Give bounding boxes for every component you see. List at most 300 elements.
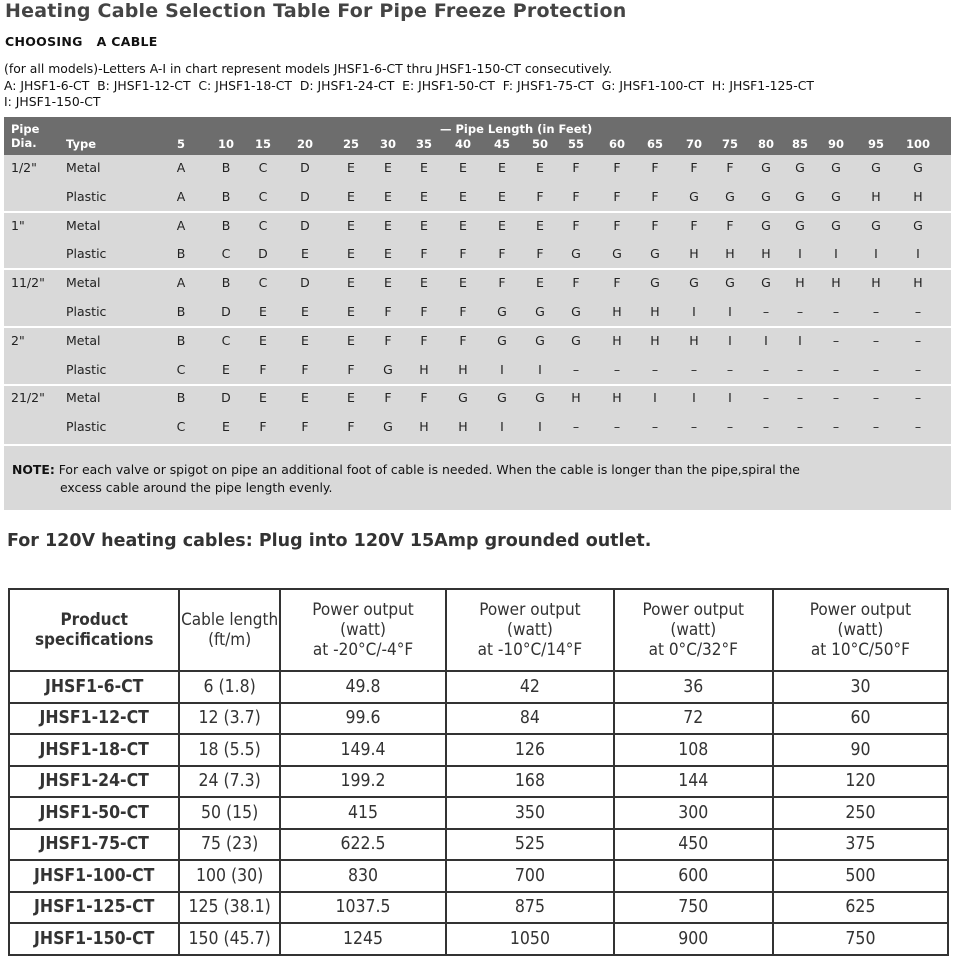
spec-value-cell: 120 [773, 766, 948, 798]
spec-value-cell: 144 [614, 766, 773, 798]
cable-letter-cell: E [459, 188, 467, 204]
header-length-col: 30 [379, 137, 396, 151]
cable-letter-cell: C [258, 217, 268, 233]
cable-letter-cell: G [831, 217, 841, 233]
cable-letter-cell: F [536, 188, 544, 204]
cable-letter-cell: E [347, 188, 355, 204]
spec-value-cell: 622.5 [280, 829, 446, 861]
cable-letter-cell: D [221, 390, 231, 406]
cable-letter-cell: G [650, 275, 660, 291]
cable-letter-cell: G [913, 217, 923, 233]
cable-letter-cell: C [258, 160, 268, 175]
cable-letter-cell: F [420, 332, 428, 348]
header-length-col: 90 [827, 137, 844, 151]
cable-letter-cell: C [176, 419, 186, 435]
spec-table [8, 588, 949, 956]
cable-letter-cell: I [764, 332, 768, 348]
spec-value-cell: 50 (15) [179, 797, 279, 829]
cable-letter-cell: E [259, 304, 267, 319]
cable-letter-cell: G [458, 390, 468, 406]
header-length-col: 45 [493, 137, 510, 151]
cable-letter-cell: – [914, 332, 922, 348]
cable-letter-cell: F [651, 160, 659, 175]
cable-letter-cell: E [384, 188, 392, 204]
cable-letter-cell: – [872, 419, 880, 435]
cable-letter-cell: F [384, 332, 392, 348]
spec-header-cell [614, 589, 773, 671]
cable-letter-cell: B [176, 390, 186, 406]
cable-letter-cell: H [650, 332, 660, 348]
cable-letter-cell: – [613, 419, 621, 435]
spec-value-cell: 830 [280, 860, 446, 892]
header-length-col: 10 [217, 137, 234, 151]
cable-letter-cell: E [347, 246, 355, 262]
product-name-cell: JHSF1-75-CT [9, 829, 179, 861]
product-name-cell: JHSF1-6-CT [9, 671, 179, 703]
note-label: NOTE: [12, 462, 55, 477]
header-length-label: — Pipe Length (in Feet) [440, 122, 593, 136]
pipe-type: Metal [66, 160, 101, 175]
cable-letter-cell: D [221, 304, 231, 319]
cable-letter-cell: I [916, 246, 920, 262]
cable-letter-cell: B [176, 246, 186, 262]
cable-letter-cell: – [872, 332, 880, 348]
cable-letter-cell: A [176, 275, 186, 291]
cable-letter-cell: – [832, 361, 840, 377]
spec-value-cell: 125 (38.1) [179, 892, 279, 924]
cable-letter-cell: C [221, 332, 231, 348]
cable-letter-cell: F [536, 246, 544, 262]
spec-header-line: (watt) [837, 620, 884, 640]
header-pipe-label: Pipe [11, 122, 40, 136]
cable-letter-cell: E [347, 275, 355, 291]
spec-value-cell: 126 [446, 734, 613, 766]
cable-letter-cell: G [535, 390, 545, 406]
cable-letter-cell: – [872, 304, 880, 319]
spec-value-cell: 72 [614, 703, 773, 735]
cable-letter-cell: F [347, 361, 355, 377]
spec-header-cell [446, 589, 613, 671]
cable-letter-cell: – [572, 361, 580, 377]
cable-letter-cell: – [914, 390, 922, 406]
cable-letter-cell: E [259, 390, 267, 406]
cable-letter-cell: G [795, 217, 805, 233]
spec-value-cell: 300 [614, 797, 773, 829]
cable-letter-cell: G [871, 160, 881, 175]
spec-header-cell [9, 589, 179, 671]
cable-letter-cell: – [796, 361, 804, 377]
cable-letter-cell: F [259, 361, 267, 377]
cable-letter-cell: – [914, 419, 922, 435]
cable-letter-cell: H [871, 188, 881, 204]
cable-letter-cell: F [384, 390, 392, 406]
spec-header-line: at 10°C/50°F [810, 640, 910, 660]
cable-letter-cell: – [914, 304, 922, 319]
cable-letter-cell: – [832, 419, 840, 435]
spec-header-line: Product [60, 610, 128, 630]
cable-letter-cell: H [650, 304, 660, 319]
cable-letter-cell: G [761, 217, 771, 233]
cable-letter-cell: – [914, 361, 922, 377]
spec-header-cell [179, 589, 279, 671]
table-row [9, 703, 948, 735]
cable-letter-cell: H [612, 332, 622, 348]
cable-letter-cell: G [497, 390, 507, 406]
spec-header-line: specifications [34, 630, 154, 650]
cable-letter-cell: D [300, 188, 310, 204]
cable-letter-cell: G [689, 188, 699, 204]
header-length-col: 55 [567, 137, 584, 151]
cable-letter-cell: G [383, 419, 393, 435]
cable-letter-cell: E [420, 188, 428, 204]
cable-letter-cell: E [498, 217, 506, 233]
cable-letter-cell: I [538, 419, 542, 435]
cable-letter-cell: – [613, 361, 621, 377]
cable-letter-cell: F [384, 304, 392, 319]
spec-value-cell: 90 [773, 734, 948, 766]
cable-letter-cell: G [795, 160, 805, 175]
cable-letter-cell: E [384, 160, 392, 175]
cable-letter-cell: F [498, 275, 506, 291]
cable-letter-cell: F [651, 188, 659, 204]
pipe-type: Metal [66, 275, 101, 291]
spec-header-cell [773, 589, 948, 671]
cable-letter-cell: B [221, 160, 231, 175]
cable-letter-cell: H [458, 361, 468, 377]
cable-letter-cell: F [301, 361, 309, 377]
cable-letter-cell: E [459, 275, 467, 291]
cable-letter-cell: – [726, 419, 734, 435]
spec-value-cell: 1037.5 [280, 892, 446, 924]
product-name-cell: JHSF1-24-CT [9, 766, 179, 798]
cable-letter-cell: D [300, 217, 310, 233]
cable-letter-cell: F [726, 217, 734, 233]
cable-letter-cell: E [347, 217, 355, 233]
spec-header-line: Power output [642, 600, 745, 620]
cable-letter-cell: H [871, 275, 881, 291]
spec-value-cell: 1050 [446, 923, 613, 955]
product-name-cell: JHSF1-125-CT [9, 892, 179, 924]
pipe-diameter: 1" [11, 217, 25, 233]
spec-value-cell: 149.4 [280, 734, 446, 766]
cable-letter-cell: F [613, 160, 621, 175]
product-name-cell: JHSF1-18-CT [9, 734, 179, 766]
cable-letter-cell: F [347, 419, 355, 435]
cable-letter-cell: G [535, 304, 545, 319]
cable-letter-cell: F [613, 275, 621, 291]
cable-letter-cell: F [613, 217, 621, 233]
cable-letter-cell: G [871, 217, 881, 233]
spec-header-line: Cable length [181, 610, 279, 630]
product-name-cell: JHSF1-12-CT [9, 703, 179, 735]
cable-letter-cell: H [612, 390, 622, 406]
cable-letter-cell: C [258, 275, 268, 291]
cable-letter-cell: F [420, 390, 428, 406]
cable-letter-cell: G [913, 160, 923, 175]
spec-header-line: at 0°C/32°F [648, 640, 738, 660]
cable-letter-cell: – [690, 361, 698, 377]
cable-letter-cell: – [651, 419, 659, 435]
cable-letter-cell: I [798, 332, 802, 348]
spec-header-line: (watt) [340, 620, 386, 640]
cable-letter-cell: I [728, 390, 732, 406]
cable-letter-cell: E [459, 160, 467, 175]
cable-letter-cell: F [420, 304, 428, 319]
header-length-col: 65 [646, 137, 663, 151]
cable-letter-cell: E [498, 188, 506, 204]
cable-letter-cell: G [497, 332, 507, 348]
product-name-cell: JHSF1-150-CT [9, 923, 179, 955]
cable-letter-cell: I [538, 361, 542, 377]
spec-header-line: at -20°C/-4°F [312, 640, 414, 660]
cable-letter-cell: I [692, 390, 696, 406]
cable-letter-cell: H [761, 246, 771, 262]
cable-letter-cell: G [497, 304, 507, 319]
spec-value-cell: 60 [773, 703, 948, 735]
cable-letter-cell: – [832, 332, 840, 348]
spec-value-cell: 375 [773, 829, 948, 861]
spec-header-line: at -10°C/14°F [477, 640, 583, 660]
cable-letter-cell: E [536, 217, 544, 233]
spec-header-line: Power output [809, 600, 912, 620]
pipe-type: Plastic [66, 304, 107, 319]
table-row [9, 892, 948, 924]
cable-letter-cell: I [728, 332, 732, 348]
spec-value-cell: 625 [773, 892, 948, 924]
cable-letter-cell: – [762, 390, 770, 406]
group-separator [4, 211, 951, 213]
spec-header-line: (ft/m) [208, 630, 252, 650]
pipe-diameter: 21/2" [11, 390, 45, 406]
spec-value-cell: 500 [773, 860, 948, 892]
spec-value-cell: 750 [773, 923, 948, 955]
cable-letter-cell: E [420, 275, 428, 291]
cable-letter-cell: G [795, 188, 805, 204]
cable-letter-cell: H [419, 419, 429, 435]
intro-line: A: JHSF1-6-CT B: JHSF1-12-CT C: JHSF1-18-CT D: JHSF1-24-CT E: JHSF1-50-CT F: JHSF1-75-CT G: JHSF1-100-CT H: JHSF1-125-CT [4, 77, 815, 93]
note-line-1: For each valve or spigot on pipe an additional foot of cable is needed. When the cable is longer than the pipe,spiral the [58, 462, 800, 477]
cable-letter-cell: E [222, 419, 230, 435]
cable-letter-cell: E [301, 304, 309, 319]
cable-letter-cell: B [176, 304, 186, 319]
cable-letter-cell: E [347, 304, 355, 319]
cable-letter-cell: E [536, 160, 544, 175]
table-row [9, 671, 948, 703]
cable-letter-cell: G [571, 246, 581, 262]
spec-value-cell: 99.6 [280, 703, 446, 735]
cable-letter-cell: E [347, 332, 355, 348]
cable-letter-cell: H [458, 419, 468, 435]
cable-letter-cell: C [258, 188, 268, 204]
header-length-col: 75 [721, 137, 738, 151]
cable-letter-cell: G [761, 275, 771, 291]
cable-letter-cell: G [761, 188, 771, 204]
cable-letter-cell: F [498, 246, 506, 262]
pipe-diameter: 1/2" [11, 160, 37, 175]
header-length-col: 25 [342, 137, 359, 151]
cable-letter-cell: E [420, 217, 428, 233]
cable-letter-cell: I [798, 246, 802, 262]
note-line-2: excess cable around the pipe length evenly. [60, 480, 333, 495]
spec-value-cell: 12 (3.7) [179, 703, 279, 735]
cable-letter-cell: E [498, 160, 506, 175]
cable-letter-cell: E [222, 361, 230, 377]
pipe-diameter: 2" [11, 332, 25, 348]
cable-letter-cell: I [500, 419, 504, 435]
spec-value-cell: 250 [773, 797, 948, 829]
cable-letter-cell: H [689, 332, 699, 348]
pipe-type: Plastic [66, 419, 107, 435]
cable-letter-cell: D [300, 275, 310, 291]
cable-letter-cell: F [572, 217, 580, 233]
cable-letter-cell: – [796, 419, 804, 435]
header-length-col: 70 [685, 137, 702, 151]
spec-value-cell: 700 [446, 860, 613, 892]
cable-letter-cell: – [726, 361, 734, 377]
cable-letter-cell: E [301, 246, 309, 262]
spec-header-cell [280, 589, 446, 671]
spec-value-cell: 199.2 [280, 766, 446, 798]
spec-header-line: (watt) [670, 620, 717, 640]
intro-line: (for all models)-Letters A-I in chart represent models JHSF1-6-CT thru JHSF1-150-CT consecutively. [4, 61, 613, 76]
cable-letter-cell: F [301, 419, 309, 435]
note-line [12, 479, 892, 497]
spec-value-cell: 168 [446, 766, 613, 798]
cable-letter-cell: I [728, 304, 732, 319]
cable-letter-cell: E [384, 246, 392, 262]
cable-letter-cell: B [221, 217, 231, 233]
product-name-cell: JHSF1-100-CT [9, 860, 179, 892]
spec-value-cell: 100 (30) [179, 860, 279, 892]
cable-letter-cell: E [301, 332, 309, 348]
spec-value-cell: 49.8 [280, 671, 446, 703]
table-row [9, 766, 948, 798]
pipe-type: Plastic [66, 361, 107, 377]
spec-header-line: Power output [479, 600, 581, 620]
header-length-col: 100 [905, 137, 930, 151]
section-subtitle: CHOOSING A CABLE [5, 34, 158, 49]
header-length-col: 5 [176, 137, 185, 151]
spec-value-cell: 1245 [280, 923, 446, 955]
cable-letter-cell: – [572, 419, 580, 435]
cable-letter-cell: G [612, 246, 622, 262]
cable-letter-cell: E [459, 217, 467, 233]
spec-value-cell: 415 [280, 797, 446, 829]
spec-value-cell: 450 [614, 829, 773, 861]
cable-letter-cell: H [913, 275, 923, 291]
cable-letter-cell: G [725, 275, 735, 291]
cable-letter-cell: F [651, 217, 659, 233]
cable-letter-cell: F [572, 275, 580, 291]
spec-table-header [9, 589, 948, 671]
cable-letter-cell: – [872, 390, 880, 406]
spec-value-cell: 525 [446, 829, 613, 861]
cable-letter-cell: F [259, 419, 267, 435]
cable-letter-cell: H [831, 275, 841, 291]
page-title: Heating Cable Selection Table For Pipe Freeze Protection [5, 0, 627, 22]
table-row [9, 734, 948, 766]
cable-letter-cell: E [536, 275, 544, 291]
cable-letter-cell: F [690, 217, 698, 233]
cable-letter-cell: F [572, 160, 580, 175]
note-text [12, 461, 892, 497]
cable-letter-cell: E [259, 332, 267, 348]
cable-letter-cell: – [651, 361, 659, 377]
cable-letter-cell: G [650, 246, 660, 262]
cable-letter-cell: B [176, 332, 186, 348]
spec-value-cell: 84 [446, 703, 613, 735]
spec-value-cell: 75 (23) [179, 829, 279, 861]
spec-value-cell: 350 [446, 797, 613, 829]
cable-letter-cell: F [459, 246, 467, 262]
cable-letter-cell: I [874, 246, 878, 262]
spec-value-cell: 750 [614, 892, 773, 924]
cable-letter-cell: E [384, 275, 392, 291]
cable-letter-cell: E [301, 390, 309, 406]
cable-letter-cell: E [347, 390, 355, 406]
cable-letter-cell: – [832, 390, 840, 406]
cable-letter-cell: – [796, 390, 804, 406]
header-length-col: 15 [254, 137, 271, 151]
pipe-type: Metal [66, 217, 101, 233]
cable-letter-cell: – [872, 361, 880, 377]
cable-letter-cell: B [221, 275, 231, 291]
cable-letter-cell: I [500, 361, 504, 377]
header-type-label: Type [66, 137, 97, 151]
cable-letter-cell: C [176, 361, 186, 377]
header-length-col: 80 [757, 137, 774, 151]
cable-letter-cell: G [689, 275, 699, 291]
intro-line: I: JHSF1-150-CT [4, 94, 101, 109]
cable-letter-cell: G [383, 361, 393, 377]
pipe-diameter: 11/2" [11, 275, 45, 291]
cable-letter-cell: D [258, 246, 268, 262]
spec-header-line: (watt) [507, 620, 553, 640]
cable-letter-cell: H [419, 361, 429, 377]
cable-letter-cell: – [762, 419, 770, 435]
cable-letter-cell: – [690, 419, 698, 435]
product-name-cell: JHSF1-50-CT [9, 797, 179, 829]
cable-letter-cell: – [832, 304, 840, 319]
cable-letter-cell: G [831, 188, 841, 204]
spec-value-cell: 108 [614, 734, 773, 766]
header-length-col: 20 [296, 137, 313, 151]
spec-value-cell: 6 (1.8) [179, 671, 279, 703]
cable-letter-cell: B [221, 188, 231, 204]
table-row [9, 829, 948, 861]
group-separator [4, 326, 951, 328]
power-heading: For 120V heating cables: Plug into 120V 15Amp grounded outlet. [7, 531, 652, 551]
note-line [12, 461, 892, 479]
cable-letter-cell: – [762, 361, 770, 377]
cable-letter-cell: E [384, 217, 392, 233]
cable-letter-cell: I [653, 390, 657, 406]
cable-letter-cell: H [612, 304, 622, 319]
cable-letter-cell: F [726, 160, 734, 175]
header-length-col: 35 [415, 137, 432, 151]
cable-letter-cell: – [762, 304, 770, 319]
header-dia-label: Dia. [11, 136, 37, 150]
cable-letter-cell: G [725, 188, 735, 204]
cable-letter-cell: G [761, 160, 771, 175]
group-separator [4, 268, 951, 270]
cable-letter-cell: I [834, 246, 838, 262]
table-row [9, 923, 948, 955]
cable-letter-cell: A [176, 188, 186, 204]
spec-value-cell: 600 [614, 860, 773, 892]
header-length-col: 85 [791, 137, 808, 151]
header-length-col: 60 [608, 137, 625, 151]
